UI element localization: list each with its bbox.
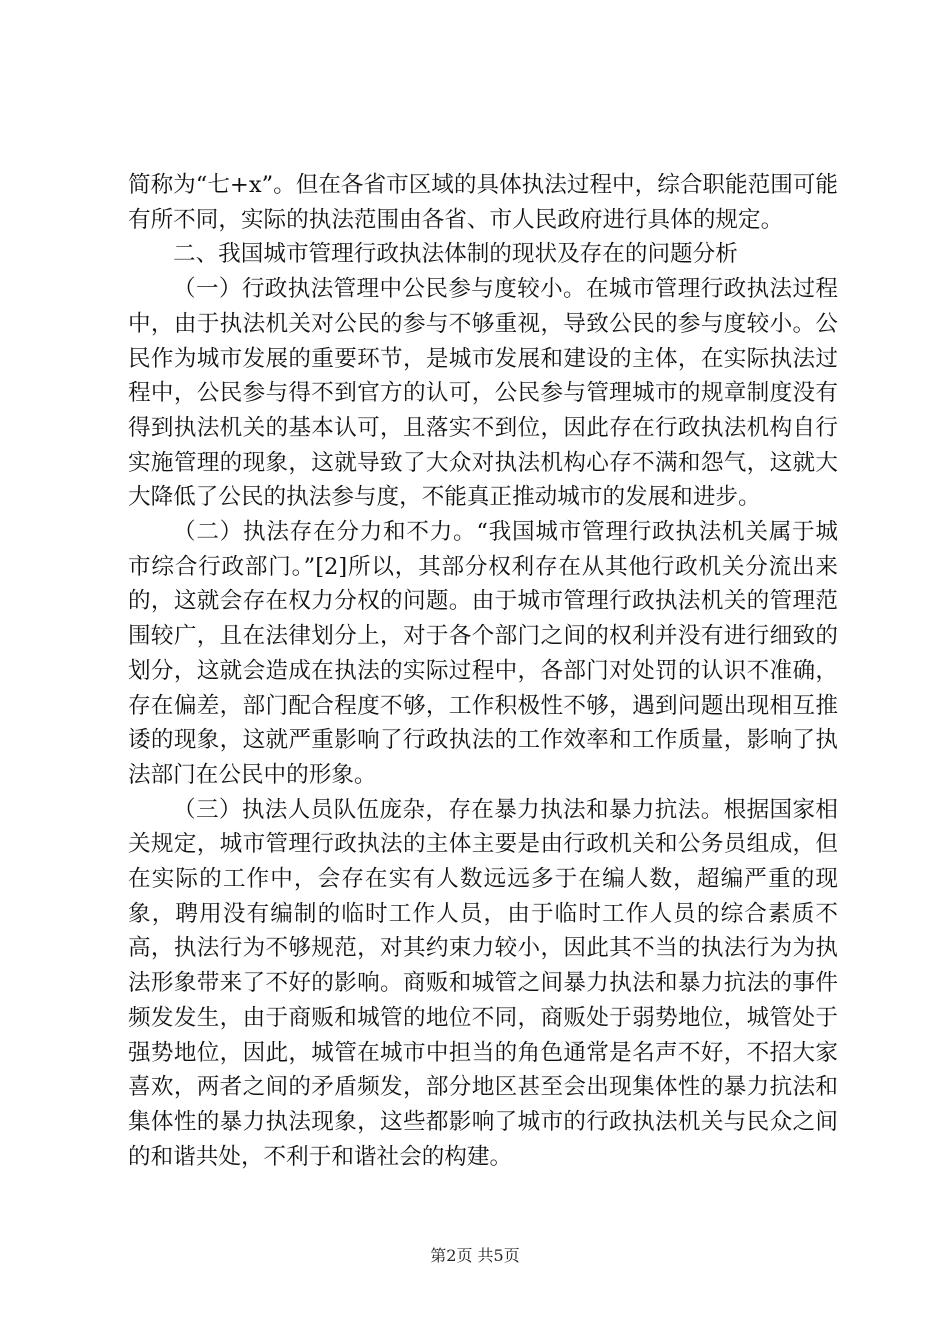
paragraph-enforcement-division: （二）执法存在分力和不力。“我国城市管理行政执法机关属于城市综合行政部门。”[2]所以，其部分权利存在从其他行政机关分流出来的，这就会存在权力分权的问题。由于城市管理行政执法机关的管理范围较广，且在法律划分上，对于各个部门之间的权利并没有进行细致的划分，这就会造成在执法的实际过程中，各部门对处罚的认识不准确，存在偏差，部门配合程度不够，工作积极性不够，遇到问题出现相互推诿的现象，这就严重影响了行政执法的工作效率和工作质量，影响了执法部门在公民中的形象。 <box>128 519 838 788</box>
paragraph-enforcement-staff: （三）执法人员队伍庞杂，存在暴力执法和暴力抗法。根据国家相关规定，城市管理行政执法的主体主要是由行政机关和公务员组成，但在实际的工作中，会存在实有人数远远多于在编人数，超编严重的现象，聘用没有编制的临时工作人员，由于临时工作人员的综合素质不高，执法行为不够规范，对其约束力较小，因此其不当的执法行为为执法形象带来了不好的影响。商贩和城管之间暴力执法和暴力抗法的事件频发发生，由于商贩和城管的地位不同，商贩处于弱势地位，城管处于强势地位，因此，城管在城市中担当的角色通常是名声不好，不招大家喜欢，两者之间的矛盾频发，部分地区甚至会出现集体性的暴力抗法和集体性的暴力执法现象，这些都影响了城市的行政执法机关与民众之间的和谐共处，不利于和谐社会的构建。 <box>128 796 838 1170</box>
section-heading: 二、我国城市管理行政执法体制的现状及存在的问题分析 <box>173 241 738 268</box>
paragraph-public-participation: （一）行政执法管理中公民参与度较小。在城市管理行政执法过程中，由于执法机关对公民的参与不够重视，导致公民的参与度较小。公民作为城市发展的重要环节，是城市发展和建设的主体，在实际执法过程中，公民参与得不到官方的认可，公民参与管理城市的规章制度没有得到执法机关的基本认可，且落实不到位，因此存在行政执法机构自行实施管理的现象，这就导致了大众对执法机构心存不满和怨气，这就大大降低了公民的执法参与度，不能真正推动城市的发展和进步。 <box>128 276 838 511</box>
page-footer: 第2页 共5页 <box>430 1246 520 1265</box>
document-body <box>128 168 838 1174</box>
paragraph-continuation: 简称为“七+x”。但在各省市区域的具体执法过程中，综合职能范围可能有所不同，实际的执法范围由各省、市人民政府进行具体的规定。 <box>128 172 838 233</box>
